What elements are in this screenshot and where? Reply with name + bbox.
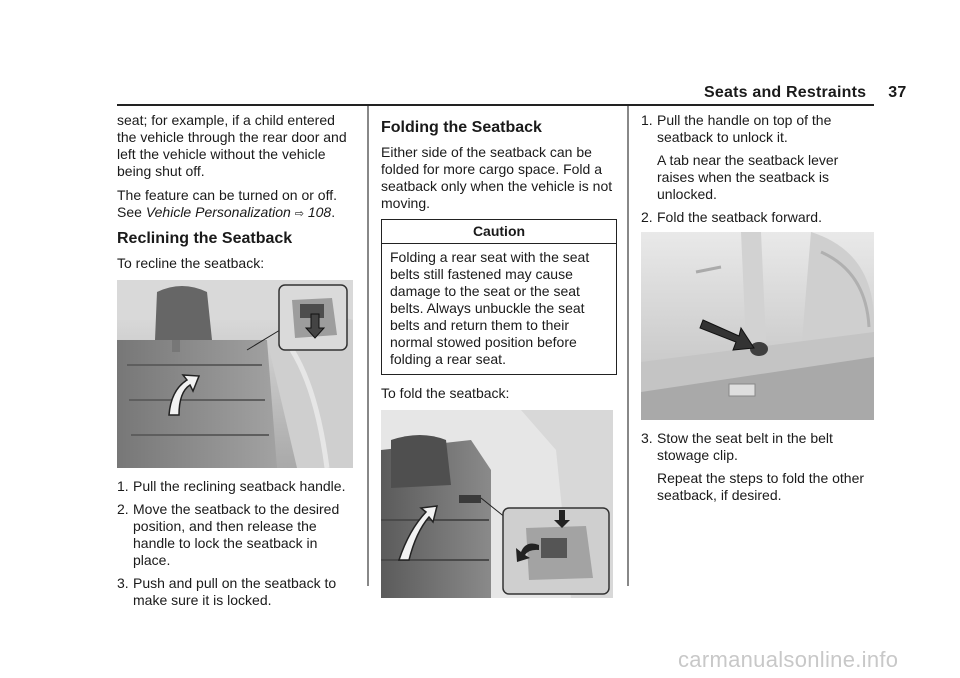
vehicle-personalization-link[interactable]: Vehicle Personalization ⇨ 108	[145, 204, 332, 220]
intro-paragraph: seat; for example, if a child entered the vehicle through the rear door and left the vehicle without the vehicle being shut off.	[117, 112, 347, 179]
watermark: carmanualsonline.info	[678, 647, 899, 672]
section-title: Seats and Restraints	[704, 84, 867, 101]
folding-heading: Folding the Seatback	[381, 119, 542, 136]
fold-lead: To fold the seatback:	[381, 385, 510, 401]
fold-step-3-note: Repeat the steps to fold the other seatback, if desired.	[657, 470, 865, 503]
recline-step-1: 1. Pull the reclining seatback handle.	[117, 478, 346, 494]
fold-steps-cont	[641, 430, 877, 504]
see-text: The feature can be turned on or off. See	[117, 187, 338, 220]
folding-intro: Either side of the seatback can be folded for more cargo space. Fold a seatback only when the vehicle is not moving.	[381, 144, 613, 211]
fold-step-2: 2. Fold the seatback forward.	[641, 209, 822, 225]
page-ref-arrow-icon: ⇨	[294, 207, 304, 220]
recline-lead: To recline the seatback:	[117, 255, 265, 271]
caution-body: Folding a rear seat with the seat belts still fastened may cause damage to the seat or the seat belts. Always unbuckle the seat belts and return them to their normal stowed position before folding a rear seat.	[390, 249, 590, 367]
fold-step-1: 1. Pull the handle on top of the seatback to unlock it. A tab near the seatback lever raises when the seatback is unlocked.	[641, 112, 877, 203]
reclining-heading: Reclining the Seatback	[117, 230, 293, 247]
column-1	[117, 112, 353, 615]
caution-title: Caution	[382, 220, 616, 244]
recline-seatback-illustration	[117, 280, 353, 468]
header-rule	[117, 104, 874, 106]
page-header	[704, 84, 906, 101]
personalization-paragraph: The feature can be turned on or off. See Vehicle Personalization ⇨ 108.	[117, 187, 338, 220]
recline-step-3: 3. Push and pull on the seatback to make sure it is locked.	[117, 575, 337, 608]
caution-box	[381, 219, 617, 375]
fold-forward-illustration	[641, 232, 874, 420]
column-3	[641, 112, 877, 510]
fold-step-3: 3. Stow the seat belt in the belt stowage clip. Repeat the steps to fold the other seatback, if desired.	[641, 430, 877, 504]
page-number: 37	[888, 84, 907, 101]
fold-seatback-illustration	[381, 410, 613, 598]
fold-steps	[641, 112, 877, 226]
column-2	[381, 112, 617, 608]
recline-step-2: 2. Move the seatback to the desired position, and then release the handle to lock the seatback in place.	[117, 501, 340, 568]
recline-steps	[117, 478, 353, 609]
fold-step-1-note: A tab near the seatback lever raises when the seatback is unlocked.	[657, 152, 839, 202]
column-divider-1	[367, 106, 369, 586]
column-divider-2	[627, 106, 629, 586]
